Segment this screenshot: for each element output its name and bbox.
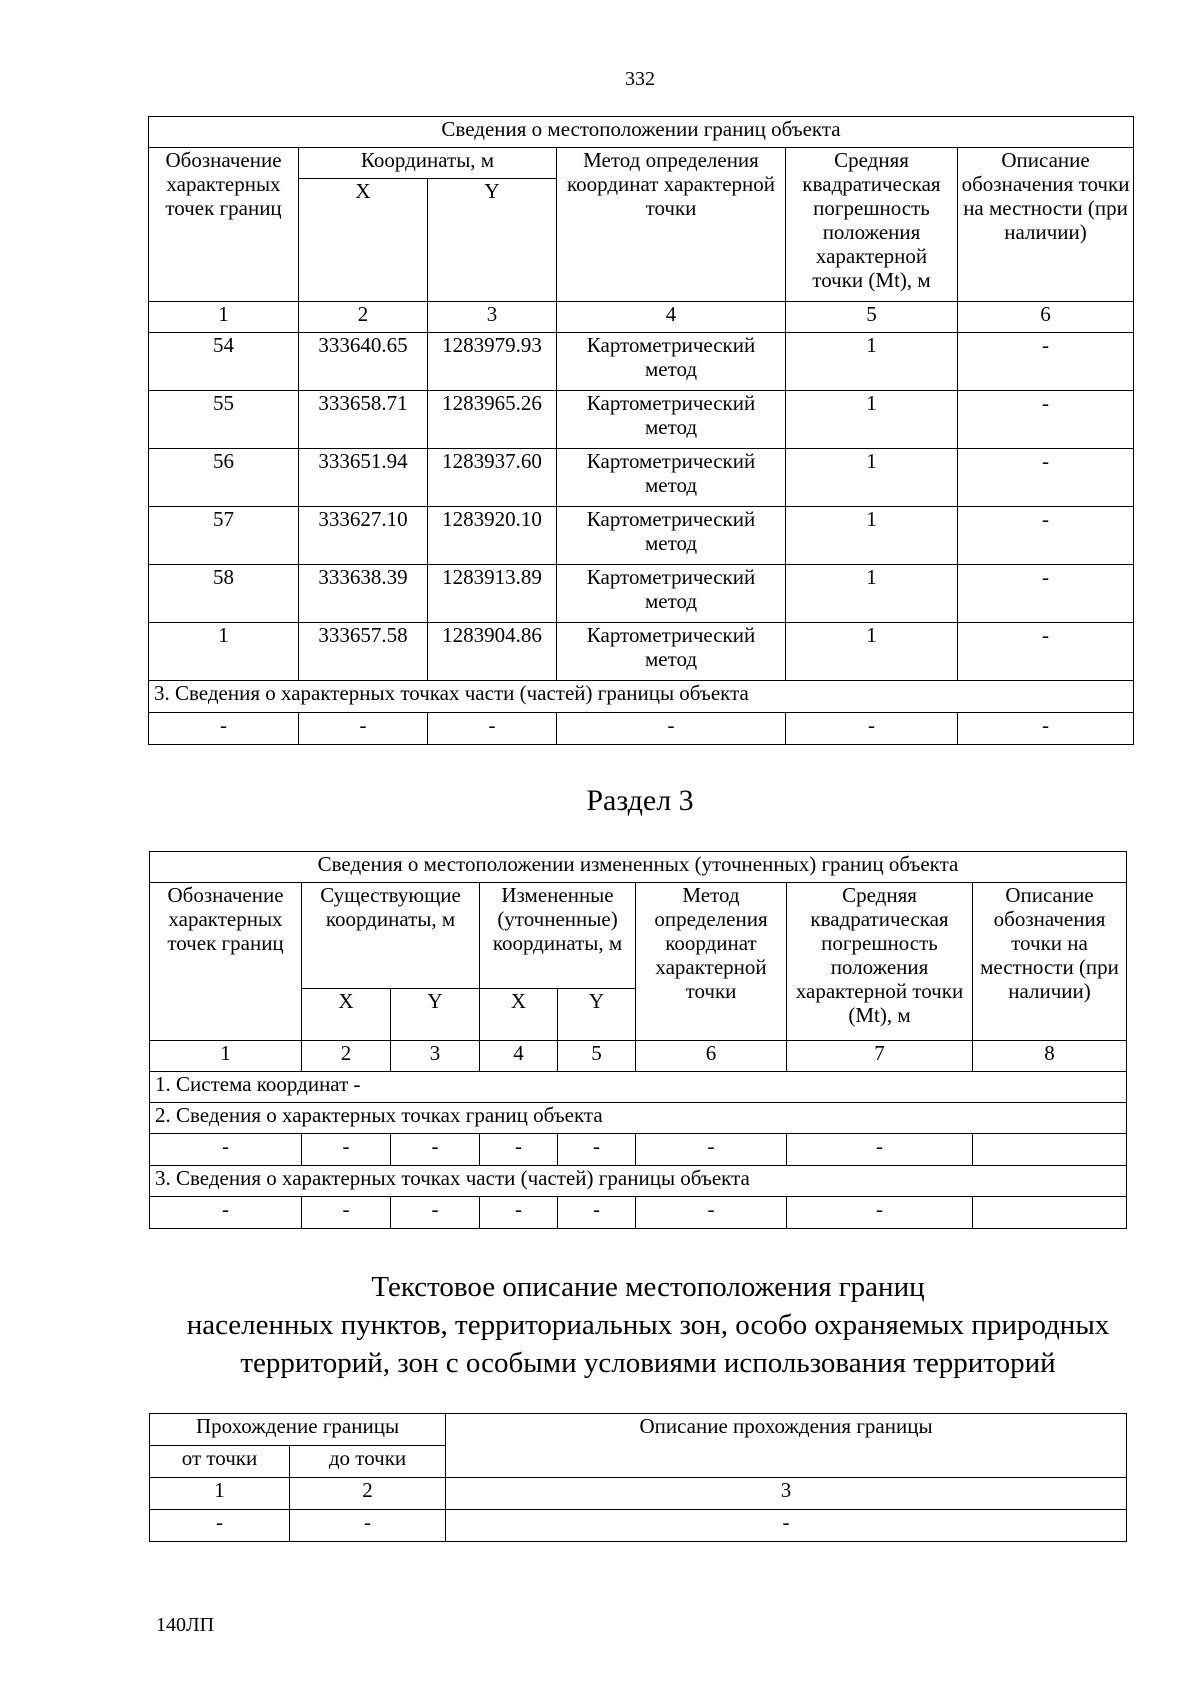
coord-x: 333657.58: [299, 623, 428, 681]
header-changed: Измененные (уточненные) координаты, м: [480, 883, 636, 989]
empty-cell: -: [480, 1197, 558, 1229]
coord-y: 1283913.89: [428, 565, 557, 623]
description: -: [958, 449, 1134, 507]
col-number: 4: [557, 302, 786, 333]
error: 1: [786, 449, 958, 507]
empty-cell: -: [302, 1134, 391, 1166]
empty-cell: -: [391, 1197, 480, 1229]
header-x: X: [480, 989, 558, 1041]
empty-cell: [973, 1197, 1127, 1229]
col-number: 2: [290, 1478, 446, 1510]
point-id: 56: [149, 449, 299, 507]
empty-cell: [973, 1134, 1127, 1166]
point-id: 1: [149, 623, 299, 681]
section1-label: 1. Система координат -: [150, 1072, 1127, 1103]
empty-cell: -: [290, 1510, 446, 1542]
empty-cell: -: [299, 713, 428, 745]
header-method: Метод определения координат характерной точки: [636, 883, 787, 1041]
header-y: Y: [428, 179, 557, 302]
description: -: [958, 333, 1134, 391]
coord-x: 333640.65: [299, 333, 428, 391]
method: Картометрический метод: [557, 507, 786, 565]
method: Картометрический метод: [557, 391, 786, 449]
empty-cell: -: [149, 713, 299, 745]
empty-cell: -: [150, 1134, 302, 1166]
coord-x: 333651.94: [299, 449, 428, 507]
col-number: 2: [299, 302, 428, 333]
header-y: Y: [558, 989, 636, 1041]
empty-cell: -: [558, 1134, 636, 1166]
description: -: [958, 623, 1134, 681]
text-title-line: территорий, зон с особыми условиями использования территорий: [240, 1347, 1056, 1379]
footer-code: 140ЛП: [156, 1614, 215, 1636]
empty-cell: -: [302, 1197, 391, 1229]
section2-label: 2. Сведения о характерных точках границ объекта: [150, 1103, 1127, 1134]
error: 1: [786, 333, 958, 391]
header-to-point: до точки: [290, 1446, 446, 1478]
header-coords: Координаты, м: [299, 148, 557, 179]
table-row: [149, 623, 1134, 681]
col-number: 3: [391, 1041, 480, 1072]
error: 1: [786, 507, 958, 565]
text-title-line: Текстовое описание местоположения границ: [371, 1271, 925, 1303]
method: Картометрический метод: [557, 449, 786, 507]
description: -: [958, 565, 1134, 623]
changed-boundaries-table: [149, 851, 1127, 1229]
section3-label: 3. Сведения о характерных точках части (частей) границы объекта: [150, 1166, 1127, 1197]
table-row: [149, 507, 1134, 565]
empty-cell: -: [391, 1134, 480, 1166]
coord-x: 333658.71: [299, 391, 428, 449]
coord-x: 333638.39: [299, 565, 428, 623]
text-description-title: [148, 1268, 1148, 1382]
col-number: 5: [558, 1041, 636, 1072]
col-number: 1: [150, 1478, 290, 1510]
coord-y: 1283965.26: [428, 391, 557, 449]
col-number: 1: [150, 1041, 302, 1072]
point-id: 54: [149, 333, 299, 391]
table-row: [150, 1510, 1127, 1542]
header-description: Описание обозначения точки на местности (при наличии): [958, 148, 1134, 302]
col-number: 3: [428, 302, 557, 333]
error: 1: [786, 623, 958, 681]
coord-y: 1283920.10: [428, 507, 557, 565]
error: 1: [786, 565, 958, 623]
header-designation: Обозначение характерных точек границ: [149, 148, 299, 302]
coord-y: 1283979.93: [428, 333, 557, 391]
description: -: [958, 391, 1134, 449]
table1-title: Сведения о местоположении границ объекта: [149, 117, 1134, 148]
section-title: Раздел 3: [586, 784, 694, 817]
table-row: [150, 1134, 1127, 1166]
empty-cell: -: [446, 1510, 1127, 1542]
method: Картометрический метод: [557, 333, 786, 391]
col-number: 1: [149, 302, 299, 333]
header-designation: Обозначение характерных точек границ: [150, 883, 302, 1041]
table-row: [149, 713, 1134, 745]
method: Картометрический метод: [557, 623, 786, 681]
error: 1: [786, 391, 958, 449]
page-number: 332: [625, 68, 655, 90]
empty-cell: -: [150, 1197, 302, 1229]
col-number: 2: [302, 1041, 391, 1072]
header-error: Средняя квадратическая погрешность положения характерной точки (Mt), м: [787, 883, 973, 1041]
col-number: 7: [787, 1041, 973, 1072]
col-number: 5: [786, 302, 958, 333]
empty-cell: -: [958, 713, 1134, 745]
coord-x: 333627.10: [299, 507, 428, 565]
table2-title: Сведения о местоположении измененных (уточненных) границ объекта: [150, 852, 1127, 883]
header-description: Описание обозначения точки на местности (при наличии): [973, 883, 1127, 1041]
header-passage-description: Описание прохождения границы: [446, 1414, 1127, 1478]
section3-label: 3. Сведения о характерных точках части (частей) границы объекта: [149, 681, 1134, 713]
col-number: 6: [636, 1041, 787, 1072]
header-error: Средняя квадратическая погрешность положения характерной точки (Mt), м: [786, 148, 958, 302]
header-x: X: [299, 179, 428, 302]
empty-cell: -: [480, 1134, 558, 1166]
table-row: [149, 449, 1134, 507]
point-id: 57: [149, 507, 299, 565]
method: Картометрический метод: [557, 565, 786, 623]
empty-cell: -: [558, 1197, 636, 1229]
empty-cell: -: [786, 713, 958, 745]
header-from-point: от точки: [150, 1446, 290, 1478]
col-number: 8: [973, 1041, 1127, 1072]
empty-cell: -: [636, 1134, 787, 1166]
empty-cell: -: [787, 1134, 973, 1166]
col-number: 3: [446, 1478, 1127, 1510]
boundary-passage-table: [149, 1413, 1127, 1542]
header-x: X: [302, 989, 391, 1041]
text-title-line: населенных пунктов, территориальных зон, особо охраняемых природных: [186, 1309, 1110, 1341]
point-id: 58: [149, 565, 299, 623]
empty-cell: -: [557, 713, 786, 745]
header-method: Метод определения координат характерной точки: [557, 148, 786, 302]
table-row: [149, 333, 1134, 391]
empty-cell: -: [636, 1197, 787, 1229]
col-number: 6: [958, 302, 1134, 333]
point-id: 55: [149, 391, 299, 449]
coord-y: 1283904.86: [428, 623, 557, 681]
table-row: [149, 565, 1134, 623]
boundary-location-table: [148, 116, 1134, 745]
empty-cell: -: [428, 713, 557, 745]
col-number: 4: [480, 1041, 558, 1072]
description: -: [958, 507, 1134, 565]
table-row: [150, 1197, 1127, 1229]
empty-cell: -: [150, 1510, 290, 1542]
header-existing: Существующие координаты, м: [302, 883, 480, 989]
header-y: Y: [391, 989, 480, 1041]
empty-cell: -: [787, 1197, 973, 1229]
header-passage: Прохождение границы: [150, 1414, 446, 1446]
table-row: [149, 391, 1134, 449]
coord-y: 1283937.60: [428, 449, 557, 507]
